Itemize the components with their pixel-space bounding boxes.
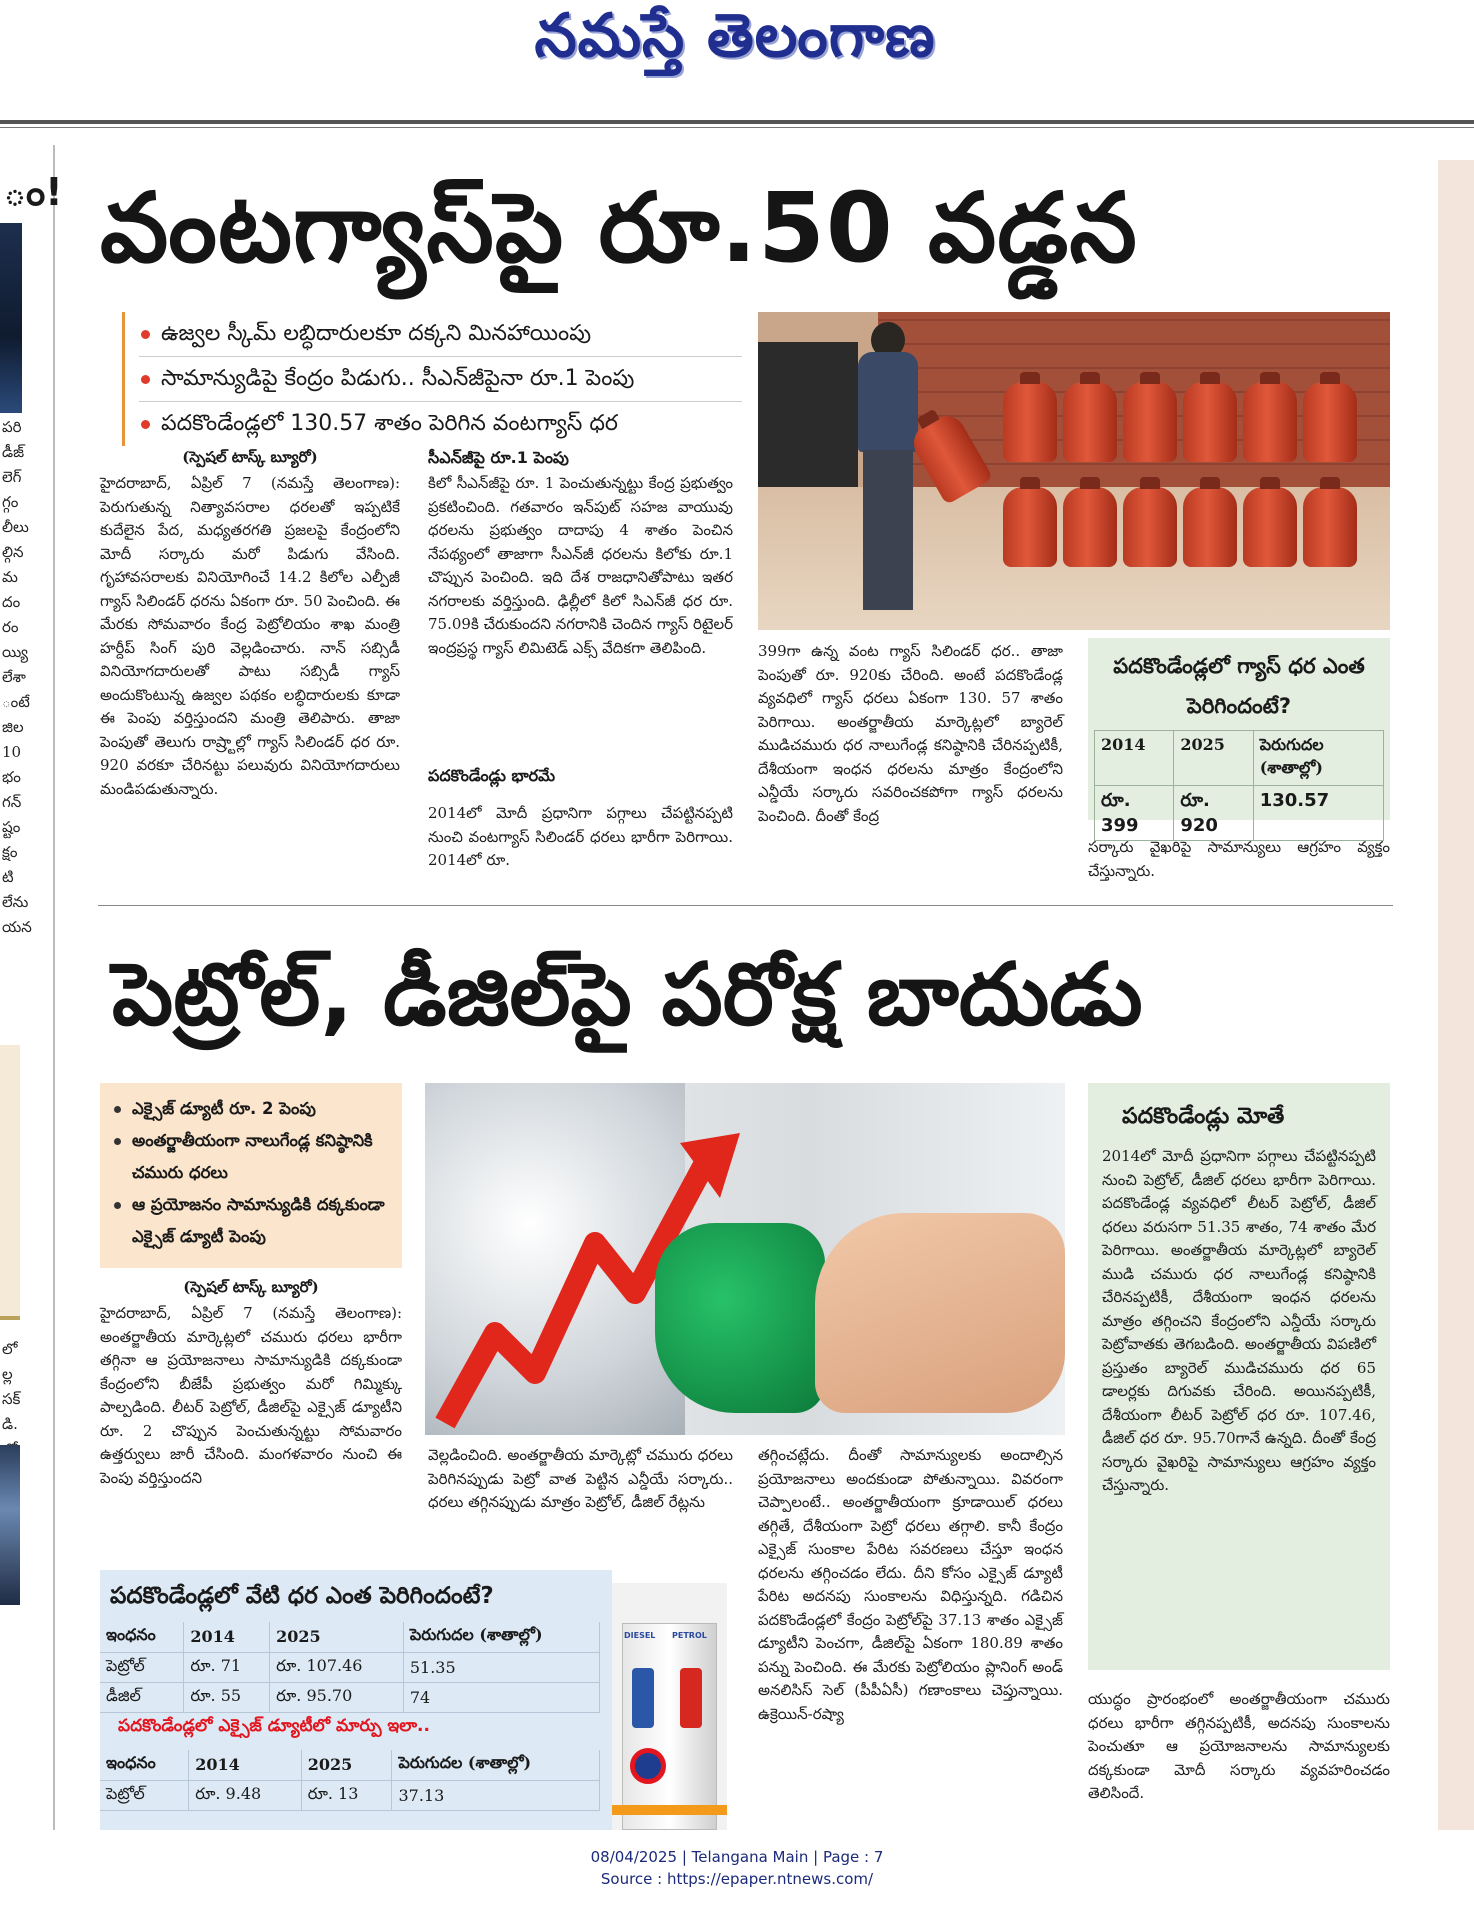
story2-column-2: వెల్లడించింది. అంతర్జాతీయ మార్కెట్లో చమురు ధరలు పెరిగినప్పుడు పెట్రో వాత పెట్టిన ఎన్డీయే సర్కారు.. ధరలు తగ్గినప్పుడు మాత్రం పెట్రోల్, డీజిల్ రేట్లను bbox=[428, 1446, 733, 1511]
left-text-fragment: లీలు bbox=[2, 518, 29, 536]
table-cell: రూ. 107.46 bbox=[270, 1652, 404, 1682]
pump-label-petrol: PETROL bbox=[672, 1631, 707, 1640]
table-header: 2014 bbox=[1095, 731, 1174, 786]
table-header: పెరుగుదల (శాతాల్లో) bbox=[403, 1622, 599, 1652]
masthead-rule bbox=[0, 120, 1474, 124]
story2-highlight: ఆ ప్రయోజనం సామాన్యుడికి దక్కకుండా ఎక్సైజ్ డ్యూటీ పెంపు bbox=[112, 1189, 390, 1253]
eleven-years-box-text: 2014లో మోదీ ప్రధానిగా పగ్గాలు చేపట్టినప్పటి నుంచి పెట్రోల్, డీజిల్ ధరలు భారీగా పెరిగాయి. పదకొండేండ్ల వ్యవధిలో లీటర్ పెట్రోల్, డీజిల్ ధరలు వరుసగా 51.35 శాతం, 74 శాతం మేర పెరిగాయి. అంతర్జాతీయ మార్కెట్లలో బ్యారెల్ ముడి చమురు ధర నాలుగేండ్ల కనిష్ఠానికి చేరినప్పటికీ, దేశీయంగా ఇంధన ధరలను మాత్రం తగ్గించని కేంద్రంలోని ఎన్డీయే సర్కారు పెట్రోవాతకు తెగబడింది. అంతర్జాతీయ విపణిలో ప్రస్తుతం బ్యారెల్ ముడిచమురు ధర 65 డాలర్లకు దిగువకు చేరింది. అయినప్పటికీ, దేశీయంగా లీటర్ పెట్రోల్ ధర రూ. 107.46, డీజిల్ ధర రూ. 95.70గానే ఉన్నది. దీంతో కేంద్ర సర్కారు వైఖరిపై సామాన్యులు ఆగ్రహం వ్యక్తం చేస్తున్నారు. bbox=[1102, 1147, 1376, 1494]
table-cell: 130.57 bbox=[1253, 786, 1383, 841]
table-cell: పెట్రోల్ bbox=[100, 1652, 184, 1682]
table-cell: రూ. 71 bbox=[184, 1652, 270, 1682]
left-adjacent-column bbox=[0, 145, 63, 1830]
left-text-fragment: డి. bbox=[2, 1415, 18, 1433]
table-header: ఇంధనం bbox=[100, 1622, 184, 1652]
table-cell: 51.35 bbox=[403, 1652, 599, 1682]
eleven-years-box bbox=[1088, 1083, 1390, 1670]
lpg-cylinders-photo bbox=[758, 312, 1390, 630]
eleven-years-box-title: పదకొండేండ్లు మోతే bbox=[1122, 1104, 1285, 1129]
story1-highlight: ఉజ్వల స్కీమ్ లబ్ధిదారులకూ దక్కని మినహాయింపు bbox=[139, 312, 742, 357]
table-cell: 37.13 bbox=[392, 1780, 600, 1810]
story1-headline: వంటగ్యాస్‌పై రూ.50 వడ్డన bbox=[100, 172, 1138, 284]
table-header: పెరుగుదల (శాతాల్లో) bbox=[1253, 731, 1383, 786]
left-text-fragment: లేను bbox=[2, 893, 29, 911]
excise-duty-subtitle: పదకొండేండ్లలో ఎక్సైజ్ డ్యూటీలో మార్పు ఇలా.. bbox=[118, 1716, 430, 1736]
oil-company-logo-icon bbox=[630, 1748, 666, 1784]
table-header: 2014 bbox=[184, 1622, 270, 1652]
left-text-fragment: ల్ల bbox=[2, 1365, 13, 1383]
left-text-fragment: య్యి bbox=[2, 643, 28, 661]
story1-subhead-cng: సీఎన్‌జీపై రూ.1 పెంపు bbox=[428, 448, 569, 467]
excise-duty-table bbox=[100, 1750, 600, 1811]
story2-byline: (స్పెషల్ టాస్క్ బ్యూరో) bbox=[183, 1278, 319, 1296]
story2-column-1: హైదరాబాద్, ఏప్రిల్ 7 (నమస్తే తెలంగాణ): అంతర్జాతీయ మార్కెట్లలో చమురు ధరలు భారీగా తగ్గినా ఆ ప్రయోజనాలు సామాన్యుడికి దక్కకుండా కేంద్రంలోని బీజేపీ ప్రభుత్వం మరో గిమ్మిక్కు పాల్పడింది. లీటర్ పెట్రోల్, డీజిల్‌పై ఎక్సైజ్ డ్యూటీని రూ. 2 చొప్పున పెంచుతున్నట్టు సోమవారం ఉత్తర్వులు జారీ చేసింది. మంగళవారం నుంచి ఈ పెంపు వర్తిస్తుందని bbox=[100, 1304, 402, 1487]
story2-column-4: యుద్ధం ప్రారంభంలో అంతర్జాతీయంగా చమురు ధరలు భారీగా తగ్గినప్పటికీ, అదనపు సుంకాలను పెంచుతూ ఆ ప్రయోజనాలను సామాన్యులకు దక్కకుండా మోదీ సర్కారు వ్యవహరించడం తెలిసిందే. bbox=[1088, 1690, 1390, 1802]
gas-price-table bbox=[1094, 730, 1384, 841]
pump-label-diesel: DIESEL bbox=[624, 1631, 656, 1640]
left-text-fragment: ంటే bbox=[2, 693, 30, 711]
left-text-fragment: యన bbox=[2, 918, 32, 936]
table-cell: రూ. 95.70 bbox=[270, 1682, 404, 1712]
gas-price-table-box bbox=[1088, 638, 1390, 836]
left-text-fragment: భం bbox=[2, 768, 21, 786]
left-text-fragment: జిల bbox=[2, 718, 24, 736]
left-text-fragment: రం bbox=[2, 618, 19, 636]
story1-column-3: 399గా ఉన్న వంట గ్యాస్ సిలిండర్ ధర.. తాజా పెంపుతో రూ. 920కు చేరింది. అంటే పదకొండేండ్ల వ్యవధిలో గ్యాస్ ధరలు ఏకంగా 130. 57 శాతం పెరిగాయి. అంతర్జాతీయ మార్కెట్లలో బ్యారెల్ ముడిచమురు ధర నాలుగేండ్ల కనిష్ఠానికి చేరినప్పటికీ, దేశీయంగా ఇంధన ధరలను మాత్రం కేంద్రంలోని ఎన్డీయే సర్కారు సవరించకపోగా గ్యాస్ ధరలను పెంచింది. దీంతో కేంద్ర bbox=[758, 642, 1063, 825]
page-footer bbox=[0, 1846, 1474, 1890]
left-text-fragment: 10 bbox=[2, 743, 22, 761]
left-text-fragment: లేశా bbox=[2, 668, 26, 686]
left-text-fragment: సక్ bbox=[2, 1390, 21, 1408]
table-header: 2025 bbox=[301, 1750, 392, 1780]
story2-highlight: ఎక్సైజ్ డ్యూటీ రూ. 2 పెంపు bbox=[112, 1093, 390, 1125]
table-header: పెరుగుదల (శాతాల్లో) bbox=[392, 1750, 600, 1780]
story1-highlight: పదకొండేండ్లలో 130.57 శాతం పెరిగిన వంటగ్యాస్ ధర bbox=[139, 402, 742, 446]
footer-source-line: Source : https://epaper.ntnews.com/ bbox=[600, 1870, 874, 1888]
newspaper-logo: నమస్తే తెలంగాణ bbox=[534, 0, 936, 71]
table-cell: రూ. 920 bbox=[1174, 786, 1253, 841]
story1-column-2b: 2014లో మోదీ ప్రధానిగా పగ్గాలు చేపట్టినప్పటి నుంచి వంటగ్యాస్ సిలిండర్ ధరలు భారీగా పెరిగాయి. 2014లో రూ. bbox=[428, 804, 733, 869]
left-text-fragment: ల్గిన bbox=[2, 543, 24, 561]
table-cell: రూ. 13 bbox=[301, 1780, 392, 1810]
story1-subhead-eleven-years: పదకొండేండ్లు భారమే bbox=[428, 766, 556, 785]
table-cell: రూ. 9.48 bbox=[189, 1780, 302, 1810]
table-cell: డీజిల్ bbox=[100, 1682, 184, 1712]
footer-edition-line: 08/04/2025 | Telangana Main | Page : 7 bbox=[590, 1848, 884, 1866]
masthead bbox=[0, 0, 1474, 120]
story1-column-2a: కిలో సీఎన్‌జీపై రూ. 1 పెంచుతున్నట్టు కేంద్ర ప్రభుత్వం ప్రకటించింది. గతవారం ఇన్‌పుట్ సహజ వాయువు ధరలను ప్రభుత్వం దాదాపు 4 శాతం పెంచిన నేపథ్యంలో తాజాగా సీఎన్‌జీ ధరలను కిలోకు రూ.1 చొప్పున పెంచింది. ఇది దేశ రాజధానితోపాటు ఇతర నగరాలకు వర్తిస్తుంది. ఢిల్లీలో కిలో సిఎన్‌జీ ధర రూ. 75.09కి చేరుకుందని నగరానికి చెందిన గ్యాస్ రిటైలర్ ఇంద్రప్రస్థ గ్యాస్ లిమిటెడ్ ఎక్స్ వేదికగా తెలిపింది. bbox=[428, 474, 733, 657]
left-text-fragment: పరి bbox=[2, 418, 22, 436]
left-text-fragment: గ్గం bbox=[2, 493, 19, 511]
story1-column-1: హైదరాబాద్, ఏప్రిల్ 7 (నమస్తే తెలంగాణ): పెరుగుతున్న నిత్యావసరాల ధరలతో ఇప్పటికే కుదేలైన పేద, మధ్యతరగతి ప్రజలపై కేంద్రంలోని మోదీ సర్కారు మరో పిడుగు వేసింది. గృహావసరాలకు వినియోగించే 14.2 కిలోల ఎల్పీజీ గ్యాస్ సిలిండర్ ధరను ఏకంగా రూ. 50 పెంచింది. ఈ మేరకు సోమవారం కేంద్ర పెట్రోలియం శాఖ మంత్రి హర్దీప్ సింగ్ పురి వెల్లడించారు. నాన్ సబ్సిడీ వినియోగదారులతో పాటు సబ్సిడీ గ్యాస్ అందుకొంటున్న ఉజ్వల పథకం లబ్ధిదారులకు కూడా ఈ పెంపు వర్తిస్తుందని మంత్రి తెలిపారు. తాజా పెంపుతో తెలుగు రాష్ర్టాల్లో గ్యాస్ సిలిండర్ ధర రూ. 920 వరకూ చేరినట్టు పలువురు వినియోగదారులు మండిపడుతున్నారు. bbox=[100, 474, 400, 798]
left-text-fragment: టి bbox=[2, 868, 14, 886]
story2-highlights bbox=[100, 1083, 402, 1268]
right-adjacent-column bbox=[1438, 160, 1474, 1830]
story2-highlight: అంతర్జాతీయంగా నాలుగేండ్ల కనిష్ఠానికి చమురు ధరలు bbox=[112, 1125, 390, 1189]
left-text-fragment: డీజ్ bbox=[2, 443, 25, 461]
masthead-rule-thin bbox=[0, 127, 1474, 128]
left-text-fragment: క్షం bbox=[2, 843, 18, 861]
left-text-fragment: గన్ bbox=[2, 793, 22, 811]
left-box-fragment bbox=[0, 1045, 20, 1320]
story1-byline: (స్పెషల్ టాస్క్ బ్యూరో) bbox=[182, 448, 318, 466]
left-text-fragment: ష్టం bbox=[2, 818, 21, 836]
left-text-fragment: లెగ్ bbox=[2, 468, 22, 486]
left-text-fragment: దం bbox=[2, 593, 21, 611]
table-header: 2014 bbox=[189, 1750, 302, 1780]
left-photo-fragment bbox=[0, 223, 22, 413]
story1-highlights bbox=[122, 312, 742, 446]
fuel-pump-photo bbox=[612, 1583, 727, 1830]
table-cell: 74 bbox=[403, 1682, 599, 1712]
fuel-nozzle-photo bbox=[425, 1083, 1065, 1435]
fuel-price-table-box bbox=[100, 1570, 612, 1830]
table-header: ఇంధనం bbox=[100, 1750, 189, 1780]
table-cell: రూ. 399 bbox=[1095, 786, 1174, 841]
left-headline-fragment: ం! bbox=[4, 170, 63, 214]
table-header: 2025 bbox=[270, 1622, 404, 1652]
story2-column-3: తగ్గించట్లేదు. దీంతో సామాన్యులకు అందాల్సిన ప్రయోజనాలు అందకుండా పోతున్నాయి. వివరంగా చెప్పాలంటే.. అంతర్జాతీయంగా క్రూడాయిల్ ధరలు తగ్గితే, దేశీయంగా పెట్రో ధరలు తగ్గాలి. కానీ కేంద్రం ఎక్సైజ్ సుంకాల పేరిట సవరణలు చేస్తూ ఇంధన ధరలను తగ్గించడం లేదు. దీని కోసం ఎక్సైజ్ డ్యూటీ పేరిట అదనపు సుంకాలను విధిస్తున్నది. గడిచిన పదకొండేండ్లలో కేంద్రం పెట్రోల్‌పై 37.13 శాతం ఎక్సైజ్ డ్యూటీని పెంచగా, డీజిల్‌పై ఏకంగా 180.89 శాతం పన్ను పెంచింది. ఈ మేరకు పెట్రోలియం ప్లానింగ్ అండ్ అనలిసిస్ సెల్ (పీపీఏసీ) గణాంకాలు చెప్తున్నాయి. ఉక్రెయిన్-రష్యా bbox=[758, 1446, 1063, 1723]
left-text-fragment: లో bbox=[2, 1340, 18, 1358]
fuel-price-table bbox=[100, 1622, 600, 1713]
table-header: 2025 bbox=[1174, 731, 1253, 786]
left-photo-fragment-2 bbox=[0, 1445, 20, 1605]
gas-price-table-title: పదకొండేండ్లలో గ్యాస్ ధర ఎంత పెరిగిందంటే? bbox=[1113, 654, 1365, 718]
fuel-price-table-title: పదకొండేండ్లలో వేటి ధర ఎంత పెరిగిందంటే? bbox=[110, 1583, 494, 1609]
story-divider bbox=[98, 905, 1393, 906]
table-cell: పెట్రోల్ bbox=[100, 1780, 189, 1810]
story1-column-4: సర్కారు వైఖరిపై సామాన్యులు ఆగ్రహం వ్యక్తం చేస్తున్నారు. bbox=[1088, 838, 1390, 880]
table-cell: రూ. 55 bbox=[184, 1682, 270, 1712]
left-text-fragment: మ bbox=[2, 568, 18, 586]
story2-headline: పెట్రోల్, డీజిల్‌పై పరోక్ష బాదుడు bbox=[112, 945, 1143, 1045]
story1-highlight: సామాన్యుడిపై కేంద్రం పిడుగు.. సీఎన్‌జీపైనా రూ.1 పెంపు bbox=[139, 357, 742, 402]
